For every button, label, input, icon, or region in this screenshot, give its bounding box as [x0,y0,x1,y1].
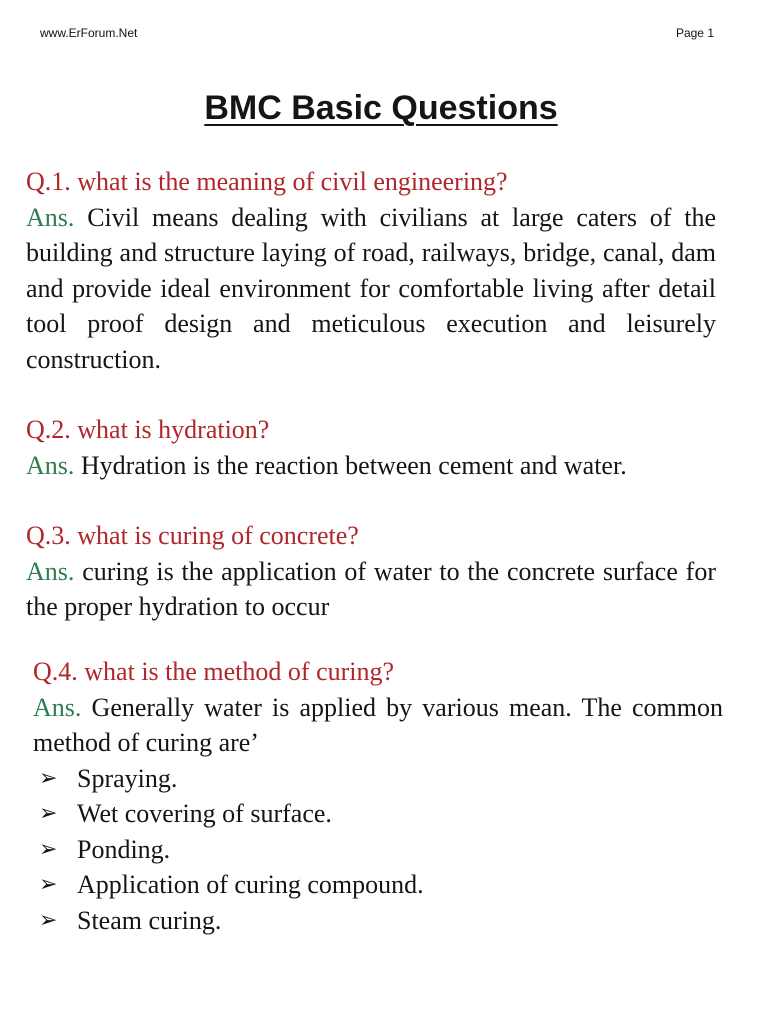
answer-body: curing is the application of water to the concrete surface for the proper hydration to occur [26,556,716,621]
answer-label: Ans. [26,450,75,480]
list-item [33,796,723,832]
answer-text [26,554,716,625]
arrowhead-bullet-icon: ➢ [39,801,58,826]
site-url: www.ErForum.Net [40,26,138,40]
answer-label: Ans. [26,202,75,232]
question-text: Q.1. what is the meaning of civil engineering? [26,167,508,196]
answer-body: Hydration is the reaction between cement and water. [74,450,627,480]
answer-label: Ans. [26,556,75,586]
arrowhead-bullet-icon: ➢ [39,872,58,897]
list-item-text: Ponding. [77,834,171,864]
qa-block-2 [26,412,716,483]
qa-block-3 [26,518,716,625]
question-text: Q.3. what is curing of concrete? [26,521,359,550]
list-item [33,903,723,939]
question-text: Q.2. what is hydration? [26,415,270,444]
curing-methods-list [33,761,723,939]
question-text: Q.4. what is the method of curing? [33,657,395,686]
qa-block-4 [33,654,723,938]
list-item-text: Steam curing. [77,905,222,935]
list-item-text: Wet covering of surface. [77,799,332,828]
list-item [33,867,723,903]
answer-text [33,690,723,761]
answer-label: Ans. [33,692,82,722]
arrowhead-bullet-icon: ➢ [39,907,58,933]
list-item-text: Application of curing compound. [77,870,424,899]
qa-block-1 [26,164,716,377]
list-item [33,832,723,868]
document-title-text: BMC Basic Questions [204,89,558,127]
arrowhead-bullet-icon: ➢ [39,836,58,862]
list-item-text: Spraying. [77,763,178,793]
page-number: Page 1 [675,26,714,40]
answer-body: Generally water is applied by various mean. The common method of curing are’ [33,692,723,757]
answer-text [26,200,716,378]
list-item [33,761,723,797]
arrowhead-bullet-icon: ➢ [39,765,58,791]
answer-body: Civil means dealing with civilians at large caters of the building and structure laying of road, railways, bridge, canal, dam and provide ideal environment for comfortable living after detail tool proof design and meticulous execution and leisurely construction. [26,202,716,374]
answer-text [26,448,716,484]
